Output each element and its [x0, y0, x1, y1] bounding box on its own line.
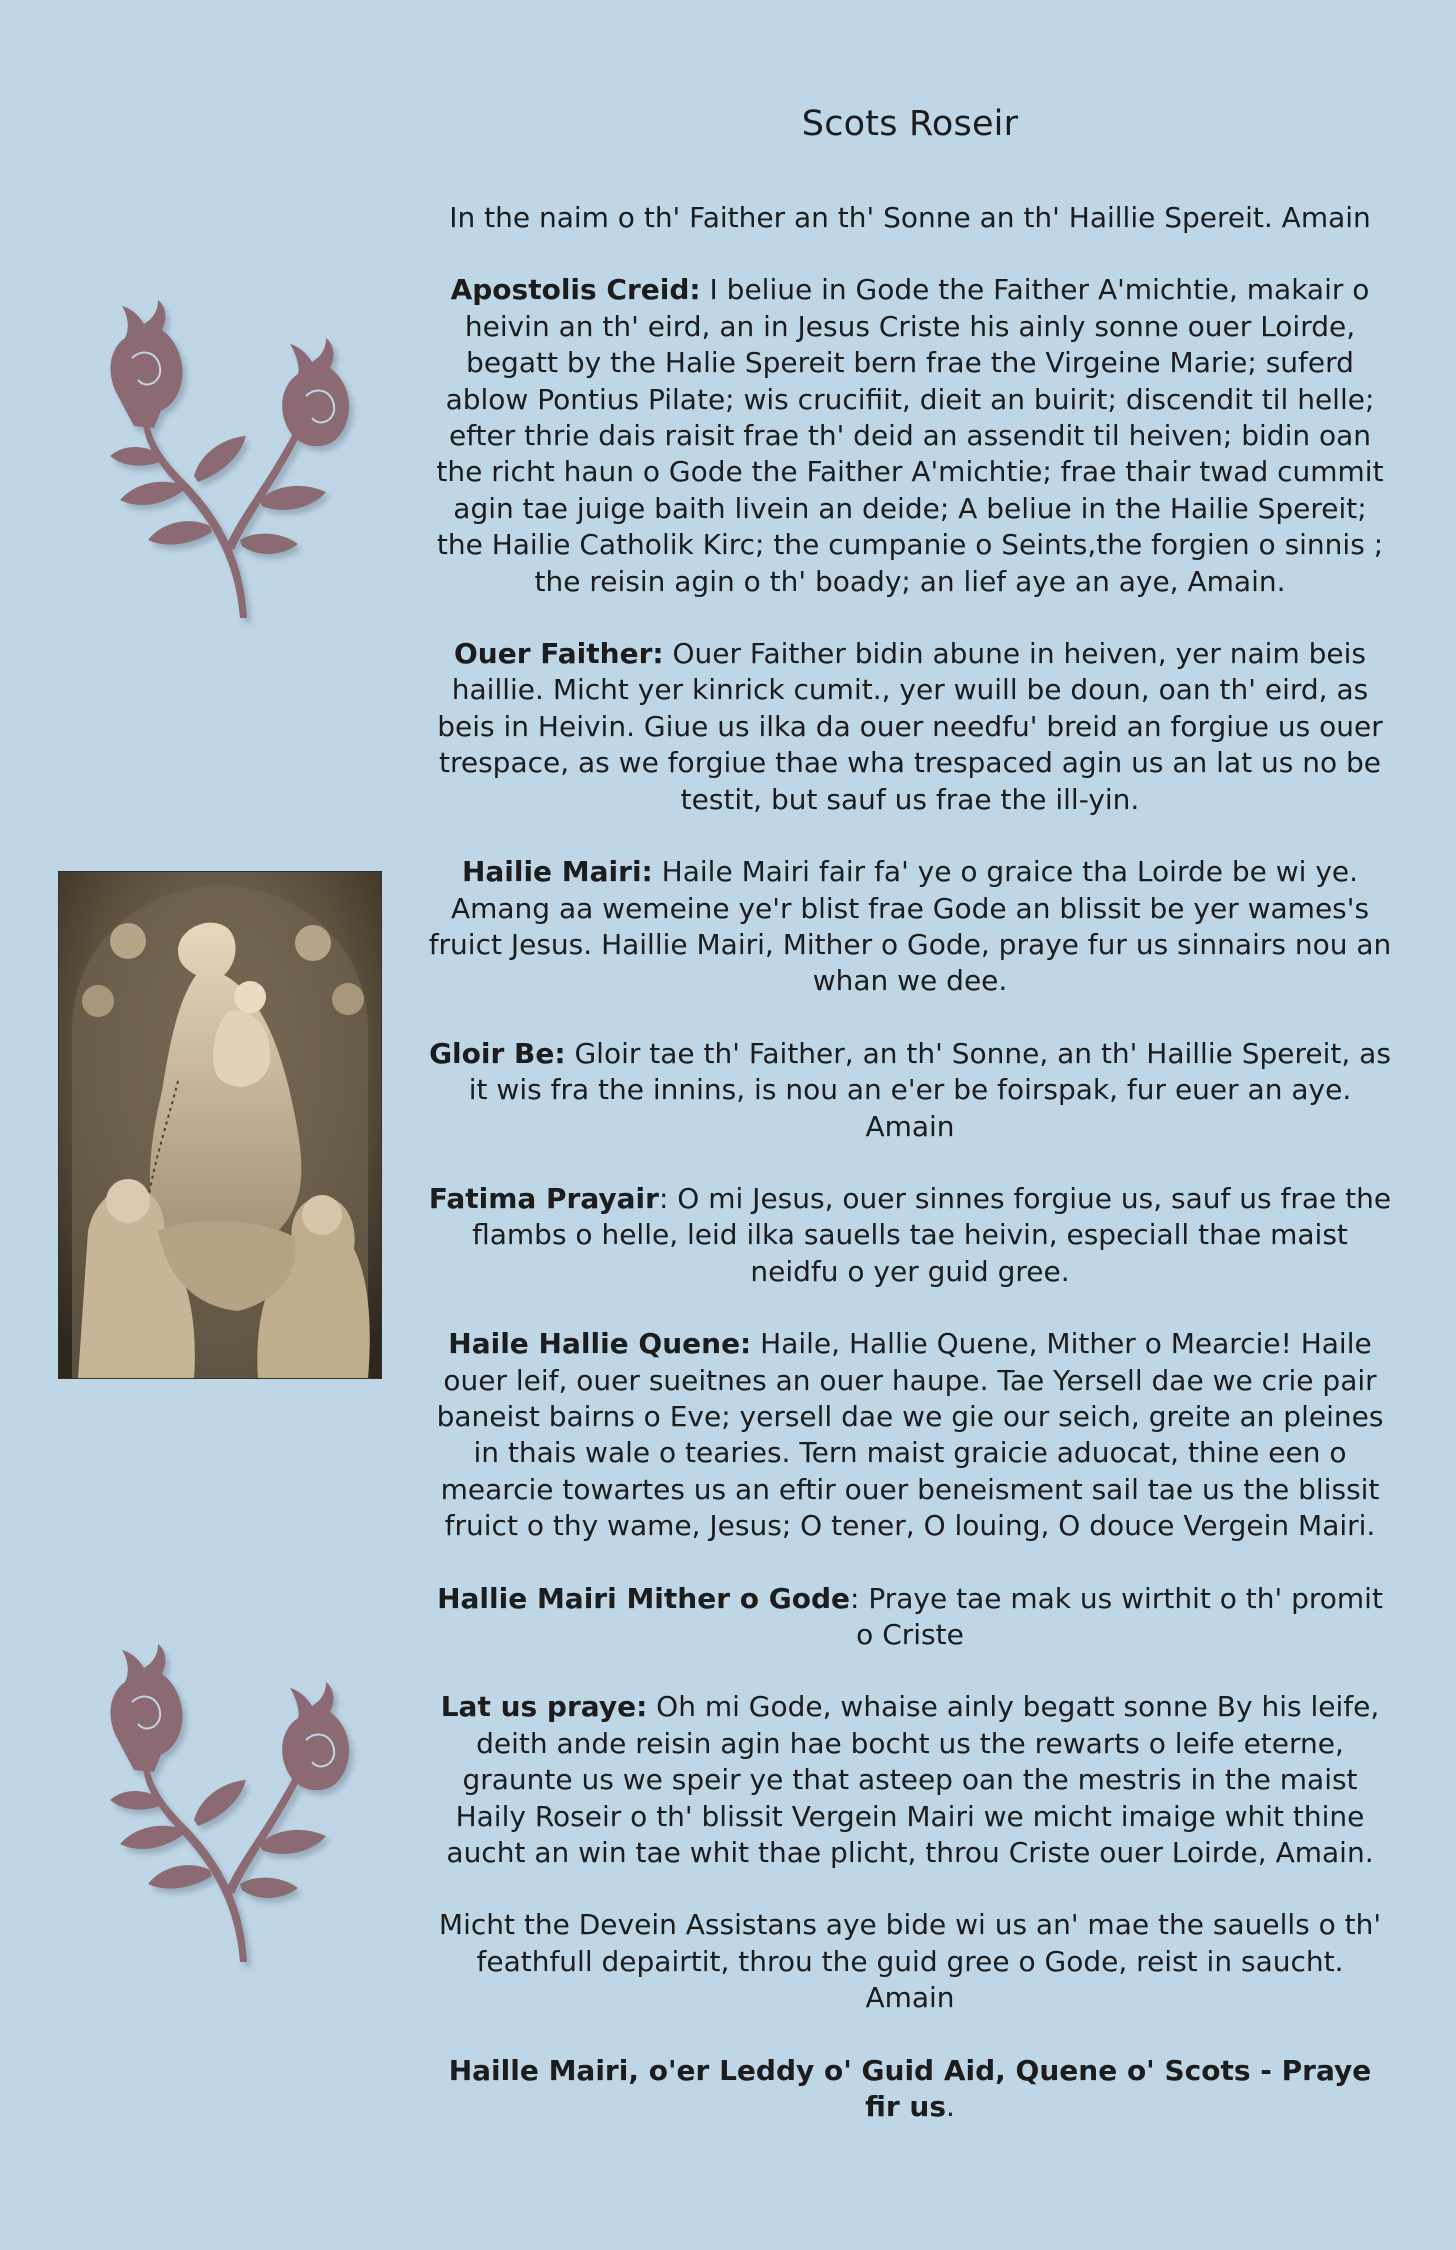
final-invocation-bold: Haille Mairi, o'er Leddy o' Guid Aid, Quene o' Scots - Praye fir us [448, 2053, 1372, 2124]
prayer-body: Haile Mairi fair fa' ye o graice tha Loirde be wi ye. Amang aa wemeine ye'r blist frae Gode an blissit be yer wames's fruict Jesus. Haillie Mairi, Mither o Gode, praye fur us sinnairs nou an whan we dee. [428, 855, 1392, 998]
prayer-body: : Praye tae mak us wirthit o th' promit o Criste [850, 1581, 1383, 1651]
opening-line: In the naim o th' Faither an th' Sonne an th' Haillie Spereit. Amain [449, 201, 1371, 234]
prayer-apostles-creed [428, 272, 1392, 600]
prayer-hail-mary [428, 854, 1392, 1000]
prayer-heading: Apostolis Creid: [450, 273, 701, 307]
prayer-heading: Fatima Prayair [428, 1181, 659, 1215]
prayer-holy-mary-mother [428, 1581, 1392, 1654]
final-invocation-tail: . [946, 2090, 955, 2124]
rose-icon [50, 278, 390, 628]
prayer-body: Oh mi Gode, whaise ainly begatt sonne By his leife, deith ande reisin agin hae bocht us the rewarts o leife eterne, graunte us we speir ye that asteep oan the mestris in the maist Haily Roseir o th' blissit Vergein Mairi we micht imaige whit thine aucht an win tae whit thae plicht, throu Criste ouer Loirde, Amain. [446, 1690, 1380, 1870]
page-title: Scots Roseir [801, 104, 1019, 144]
final-invocation [428, 2053, 1392, 2126]
prayer-fatima [428, 1181, 1392, 1290]
prayer-body: Haile, Hallie Quene, Mither o Mearcie! Haile ouer leif, ouer sueitnes an ouer haupe. Tae Yersell dae we crie pair baneist bairns o Eve; yersell dae we gie our seich, greite an pleines in thais wale o tearies. Tern maist graicie aduocat, thine een o mearcie towartes us an eftir ouer beneisment sail tae us the blissit fruict o thy wame, Jesus; O tener, O louing, O douce Vergein Mairi. [436, 1327, 1384, 1543]
prayer-body: I beliue in Gode the Faither A'michtie, makair o heivin an th' eird, an in Jesus Criste his ainly sonne ouer Loirde, begatt by the Halie Spereit bern frae the Virgeine Marie; suferd ablow Pontius Pilate; wis crucifiit, dieit an buirit; discendit til helle; efter thrie dais raisit frae th' deid an assendit til heiven; bidin oan the richt haun o Gode the Faither A'michtie; frae thair twad cummit agin tae juige baith livein an deide; A beliue in the Hailie Spereit; the Hailie Catholik Kirc; the cumpanie o Seints,the forgien o sinnis ; the reisin agin o th' boady; an lief aye an aye, Amain. [436, 273, 1384, 598]
prayer-glory-be [428, 1036, 1392, 1145]
madonna-rosary-relief-image [58, 871, 382, 1379]
prayer-hail-holy-queen [428, 1326, 1392, 1544]
rose-icon [50, 1622, 390, 1972]
rose-illustration-bottom [50, 1622, 390, 1972]
prayer-let-us-pray [428, 1689, 1392, 1871]
rose-illustration-top [50, 278, 390, 628]
closing-prayer: Micht the Devein Assistans aye bide wi us an' mae the sauells o th' feathfull depairtit, throu the guid gree o Gode, reist in saucht. Amain [438, 1908, 1382, 2015]
prayer-heading: Gloir Be: [429, 1036, 566, 1070]
prayer-heading: Ouer Faither: [454, 637, 664, 671]
prayer-heading: Lat us praye: [440, 1690, 648, 1724]
prayer-heading: Hailie Mairi: [461, 855, 653, 889]
prayer-our-father [428, 636, 1392, 818]
prayer-body: Gloir tae th' Faither, an th' Sonne, an th' Haillie Spereit, as it wis fra the innins, is nou an e'er be foirspak, fur euer an aye. Amain [468, 1036, 1391, 1143]
prayer-heading: Hallie Mairi Mither o Gode [437, 1581, 851, 1615]
prayer-body: Ouer Faither bidin abune in heiven, yer naim beis haillie. Micht yer kinrick cumit., yer wuill be doun, oan th' eird, as beis in Heivin. Giue us ilka da ouer needfu' breid an forgiue us ouer trespace, as we forgiue thae wha trespaced agin us an lat us no be testit, but sauf us frae the ill-yin. [437, 637, 1383, 816]
prayer-heading: Haile Hallie Quene: [448, 1327, 752, 1361]
prayer-body: : O mi Jesus, ouer sinnes forgiue us, sauf us frae the flambs o helle, leid ilka sauells tae heivin, especiall thae maist neidfu o yer guid gree. [472, 1181, 1392, 1288]
prayer-text [428, 200, 1392, 2161]
